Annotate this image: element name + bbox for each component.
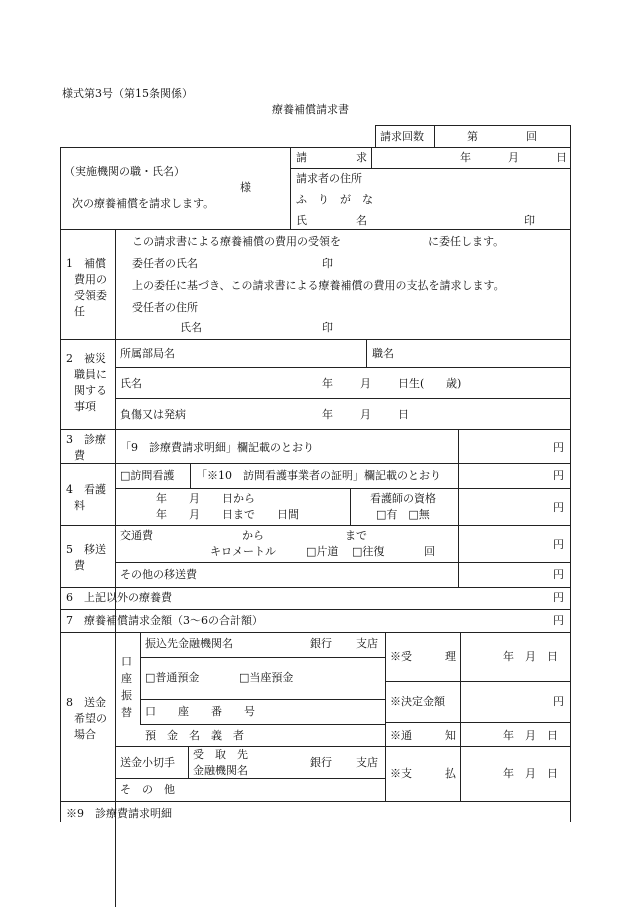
roundtrip-checkbox[interactable]: □往復 <box>352 545 385 558</box>
section4-label-1: 4 看護 <box>66 483 106 496</box>
notice-label: ※通 知 <box>390 729 456 742</box>
section1-label-3: 受領委 <box>74 289 107 302</box>
seal-mark: 印 <box>524 214 535 227</box>
medical-fee-text: 「9 診療費請求明細」欄記載のとおり <box>120 441 314 454</box>
transport-from: から <box>242 529 264 542</box>
section8-label-2: 希望の <box>74 712 107 725</box>
request-count-dai: 第 <box>467 130 478 143</box>
account-holder-label: 預 金 名 義 者 <box>145 729 244 742</box>
koza-char-1: 口 <box>121 655 132 668</box>
payment-label: ※支 払 <box>390 767 456 780</box>
trip-count-label: 回 <box>424 545 435 558</box>
bank-suffix: 銀行 <box>310 637 332 650</box>
transport-label: 交通費 <box>120 529 153 542</box>
request-count-label: 請求回数 <box>380 130 424 143</box>
birth-day: 日生( <box>398 377 425 390</box>
age-label: 歳) <box>446 377 462 390</box>
nursing-yen-1: 円 <box>553 469 564 482</box>
page-title: 療養補償請求書 <box>272 103 349 116</box>
day-label: 日 <box>556 151 567 164</box>
decided-amount-label: ※決定金額 <box>390 695 445 708</box>
injury-label: 負傷又は発病 <box>120 408 186 421</box>
nursing-from: 年 月 日から <box>156 492 255 505</box>
seikyu-label-1: 請 <box>296 151 307 164</box>
section5-label-1: 5 移送 <box>66 543 106 556</box>
payment-date: 年 月 日 <box>503 767 558 780</box>
section2-label-4: 事項 <box>74 400 96 413</box>
money-order-label: 送金小切手 <box>120 756 175 769</box>
injury-year: 年 <box>322 408 333 421</box>
section9-title: ※9 診療費請求明細 <box>66 807 172 820</box>
org-line: （実施機関の職・氏名） <box>64 165 185 178</box>
birth-year: 年 <box>322 377 333 390</box>
receiving-bank-label-1: 受 取 先 <box>193 748 248 761</box>
section8-label-3: 場合 <box>74 728 96 741</box>
delegatee-seal: 印 <box>322 321 333 334</box>
injury-month: 月 <box>360 408 371 421</box>
staff-name-label: 氏名 <box>120 377 142 390</box>
koza-char-2: 座 <box>121 672 132 685</box>
transport-yen-2: 円 <box>553 568 564 581</box>
receiving-branch-suffix: 支店 <box>356 756 378 769</box>
branch-suffix: 支店 <box>356 637 378 650</box>
section2-label-1: 2 被災 <box>66 352 106 365</box>
nurse-qualification-label: 看護師の資格 <box>370 492 436 505</box>
furigana-label: ふ り が な <box>296 193 373 206</box>
seikyu-label-2: 求 <box>356 151 367 164</box>
medical-fee-yen: 円 <box>553 441 564 454</box>
section4-label-2: 料 <box>74 499 85 512</box>
birth-month: 月 <box>360 377 371 390</box>
visit-nursing-checkbox[interactable]: □訪問看護 <box>120 469 175 482</box>
year-label: 年 <box>460 151 471 164</box>
section6-yen: 円 <box>553 591 564 604</box>
delegatee-name-label: 氏名 <box>180 321 202 334</box>
section6-text: 6 上記以外の療養費 <box>66 591 172 604</box>
current-deposit-checkbox[interactable]: □当座預金 <box>239 671 294 684</box>
other-transport-label: その他の移送費 <box>120 568 197 581</box>
nursing-yen-2: 円 <box>553 501 564 514</box>
koza-char-4: 替 <box>121 706 132 719</box>
dept-label: 所属部局名 <box>120 347 175 360</box>
nursing-to: 年 月 日まで 日間 <box>156 508 299 521</box>
post-label: 職名 <box>372 347 394 360</box>
request-count-kai: 回 <box>526 130 537 143</box>
delegatee-address-label: 受任者の住所 <box>132 301 198 314</box>
section8-label-1: 8 送金 <box>66 696 106 709</box>
koza-char-3: 振 <box>121 689 132 702</box>
delegation-text-end: に委任します。 <box>428 235 505 248</box>
ordinary-deposit-checkbox[interactable]: □普通預金 <box>145 671 200 684</box>
km-label: キロメートル <box>210 545 276 558</box>
receiving-bank-label-2: 金融機関名 <box>193 764 248 777</box>
section3-label-2: 費 <box>74 449 85 462</box>
section7-text: 7 療養補償請求金額（3～6の合計額） <box>66 614 263 627</box>
oneway-checkbox[interactable]: □片道 <box>306 545 339 558</box>
notice-date: 年 月 日 <box>503 729 558 742</box>
name-label-shi: 氏 <box>296 214 307 227</box>
sama-label: 様 <box>240 181 251 194</box>
delegator-name-label: 委任者の氏名 <box>132 257 198 270</box>
request-text: 次の療養補償を請求します。 <box>72 197 215 210</box>
delegator-seal: 印 <box>322 257 333 270</box>
transport-yen-1: 円 <box>553 538 564 551</box>
section2-label-2: 職員に <box>74 368 107 381</box>
received-label: ※受 理 <box>390 650 456 663</box>
account-number-label: 口 座 番 号 <box>145 705 255 718</box>
requester-address-label: 請求者の住所 <box>296 172 362 185</box>
section1-label-1: 1 補償 <box>66 257 106 270</box>
injury-day: 日 <box>398 408 409 421</box>
payment-request-text: 上の委任に基づき、この請求書による療養補償の費用の支払を請求します。 <box>132 279 505 292</box>
delegation-text: この請求書による療養補償の費用の受領を <box>132 235 341 248</box>
received-date: 年 月 日 <box>503 650 558 663</box>
section2-label-3: 関する <box>74 384 107 397</box>
other-method-label: そ の 他 <box>120 783 175 796</box>
section3-label-1: 3 診療 <box>66 433 106 446</box>
nurse-qualification-options[interactable]: □有 □無 <box>376 508 430 521</box>
section7-yen: 円 <box>553 614 564 627</box>
section1-label-2: 費用の <box>74 273 107 286</box>
visit-nursing-text: 「※10 訪問看護事業者の証明」欄記載のとおり <box>196 469 441 482</box>
section1-label-4: 任 <box>74 305 85 318</box>
bank-label: 振込先金融機関名 <box>145 637 233 650</box>
month-label: 月 <box>508 151 519 164</box>
section5-label-2: 費 <box>74 559 85 572</box>
decided-amount-yen: 円 <box>553 695 564 708</box>
form-number: 様式第3号（第15条関係） <box>62 87 193 100</box>
transport-to: まで <box>345 529 367 542</box>
name-label-mei: 名 <box>356 214 367 227</box>
receiving-bank-suffix: 銀行 <box>310 756 332 769</box>
